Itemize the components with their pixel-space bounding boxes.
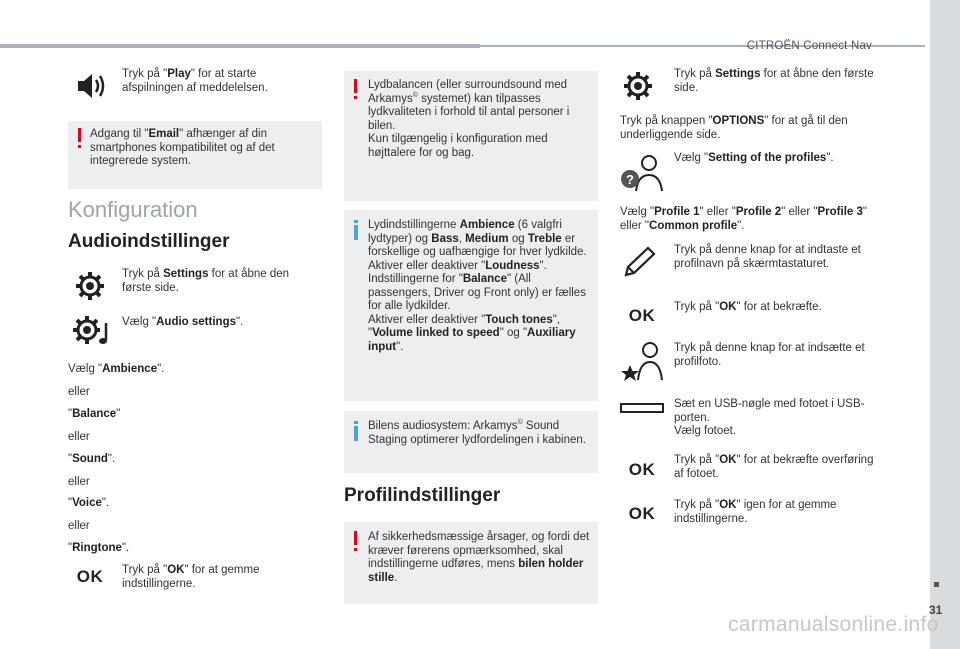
question-mark: ? xyxy=(626,172,634,187)
page-number: 31 xyxy=(929,603,943,617)
email-warning-text: Adgang til "Email" afhænger af din smartphones kompatibilitet og af det integrerede system. xyxy=(90,128,275,167)
warning-icon xyxy=(78,128,81,142)
header-brand: CITROËN Connect Nav xyxy=(746,40,872,52)
ok-icon: OK xyxy=(628,504,656,524)
user-star-icon xyxy=(620,340,664,384)
options-instruction: Tryk på knappen "OPTIONS" for at gå til den underliggende side. xyxy=(620,115,848,141)
or-text: eller xyxy=(68,520,90,532)
audio-settings-instruction: Vælg "Audio settings". xyxy=(122,316,244,328)
voice-option: "Voice". xyxy=(68,497,110,509)
gear-icon xyxy=(620,68,656,104)
or-text: eller xyxy=(68,431,90,443)
user-question-icon xyxy=(618,152,664,194)
usb-slot-icon xyxy=(620,402,664,414)
warning-icon xyxy=(354,531,357,545)
play-instruction: Tryk på "Play" for at starte afspilningen af meddelelsen. xyxy=(122,68,268,94)
setting-profiles-instruction: Vælg "Setting of the profiles". xyxy=(674,152,834,164)
info-icon xyxy=(353,220,359,240)
right-sidebar xyxy=(930,0,960,649)
gear-music-icon xyxy=(70,312,114,348)
ok-transfer-instruction: Tryk på "OK" for at bekræfte overføring af fotoet. xyxy=(674,454,874,480)
arkamys-info-text: Bilens audiosystem: Arkamys© Sound Staging optimerer lydfordelingen i kabinen. xyxy=(368,419,586,446)
balance-option: "Balance" xyxy=(68,408,121,420)
ringtone-option: "Ringtone". xyxy=(68,542,130,554)
ok-save-instruction: Tryk på "OK" for at gemme indstillingerne. xyxy=(122,564,260,590)
ok-icon: OK xyxy=(76,567,104,587)
ok-confirm-instruction: Tryk på "OK" for at bekræfte. xyxy=(674,301,822,313)
sound-option: "Sound". xyxy=(68,453,116,465)
safety-warning-text: Af sikkerhedsmæssige årsager, og fordi det kræver førerens opmærksomhed, skal indstillingerne udføres, mens bilen holder stille. xyxy=(368,531,590,584)
profile-choice-instruction: Vælg "Profile 1" eller "Profile 2" eller "Profile 3" eller "Common profile". xyxy=(620,206,867,232)
photo-instruction: Tryk på denne knap for at indsætte et profilfoto. xyxy=(674,342,865,368)
settings-instruction: Tryk på Settings for at åbne den første side. xyxy=(122,268,290,294)
page-marker xyxy=(934,582,939,587)
watermark: carmanualsonline.info xyxy=(728,613,939,636)
gear-icon xyxy=(72,268,108,304)
balance-warning-text: Lydbalancen (eller surroundsound med Arkamys© systemet) kan tilpasses lydkvaliteten i forhold til antal personer i bilen. Kun tilgængelig i konfiguration med højttalere for og bag. xyxy=(368,79,570,159)
speaker-icon xyxy=(72,70,112,102)
or-text: eller xyxy=(68,476,90,488)
ambience-option: Vælg "Ambience". xyxy=(68,363,165,375)
profiles-title: Profilindstillinger xyxy=(344,485,501,506)
audio-info-text: Lydindstillingerne Ambience (6 valgfri lydtyper) og Bass, Medium og Treble er forskellige og uafhængige for hver lydkilde. Aktiver eller deaktiver "Loudness". Indstillingerne for "Balance" (All passengers, Driver og Front only) er fælles for alle lydkilder. Aktiver eller deaktiver "Touch tones", "Volume linked to speed" og "Auxiliary input". xyxy=(368,219,587,353)
section-title: Konfiguration xyxy=(68,197,198,222)
keyboard-instruction: Tryk på denne knap for at indtaste et profilnavn på skærmtastaturet. xyxy=(674,244,861,270)
ok-save-again-instruction: Tryk på "OK" igen for at gemme indstillingerne. xyxy=(674,499,837,525)
or-text: eller xyxy=(68,386,90,398)
audio-settings-title: Audioindstillinger xyxy=(68,231,230,252)
usb-instruction: Sæt en USB-nøgle med fotoet i USB-porten. Vælg fotoet. xyxy=(674,398,865,437)
pencil-icon xyxy=(620,244,660,280)
info-icon xyxy=(353,421,359,441)
warning-icon xyxy=(354,79,357,93)
settings-instruction: Tryk på Settings for at åbne den første side. xyxy=(674,68,874,94)
ok-icon: OK xyxy=(628,306,656,326)
header-rule-left xyxy=(0,44,480,48)
ok-icon: OK xyxy=(628,460,656,480)
